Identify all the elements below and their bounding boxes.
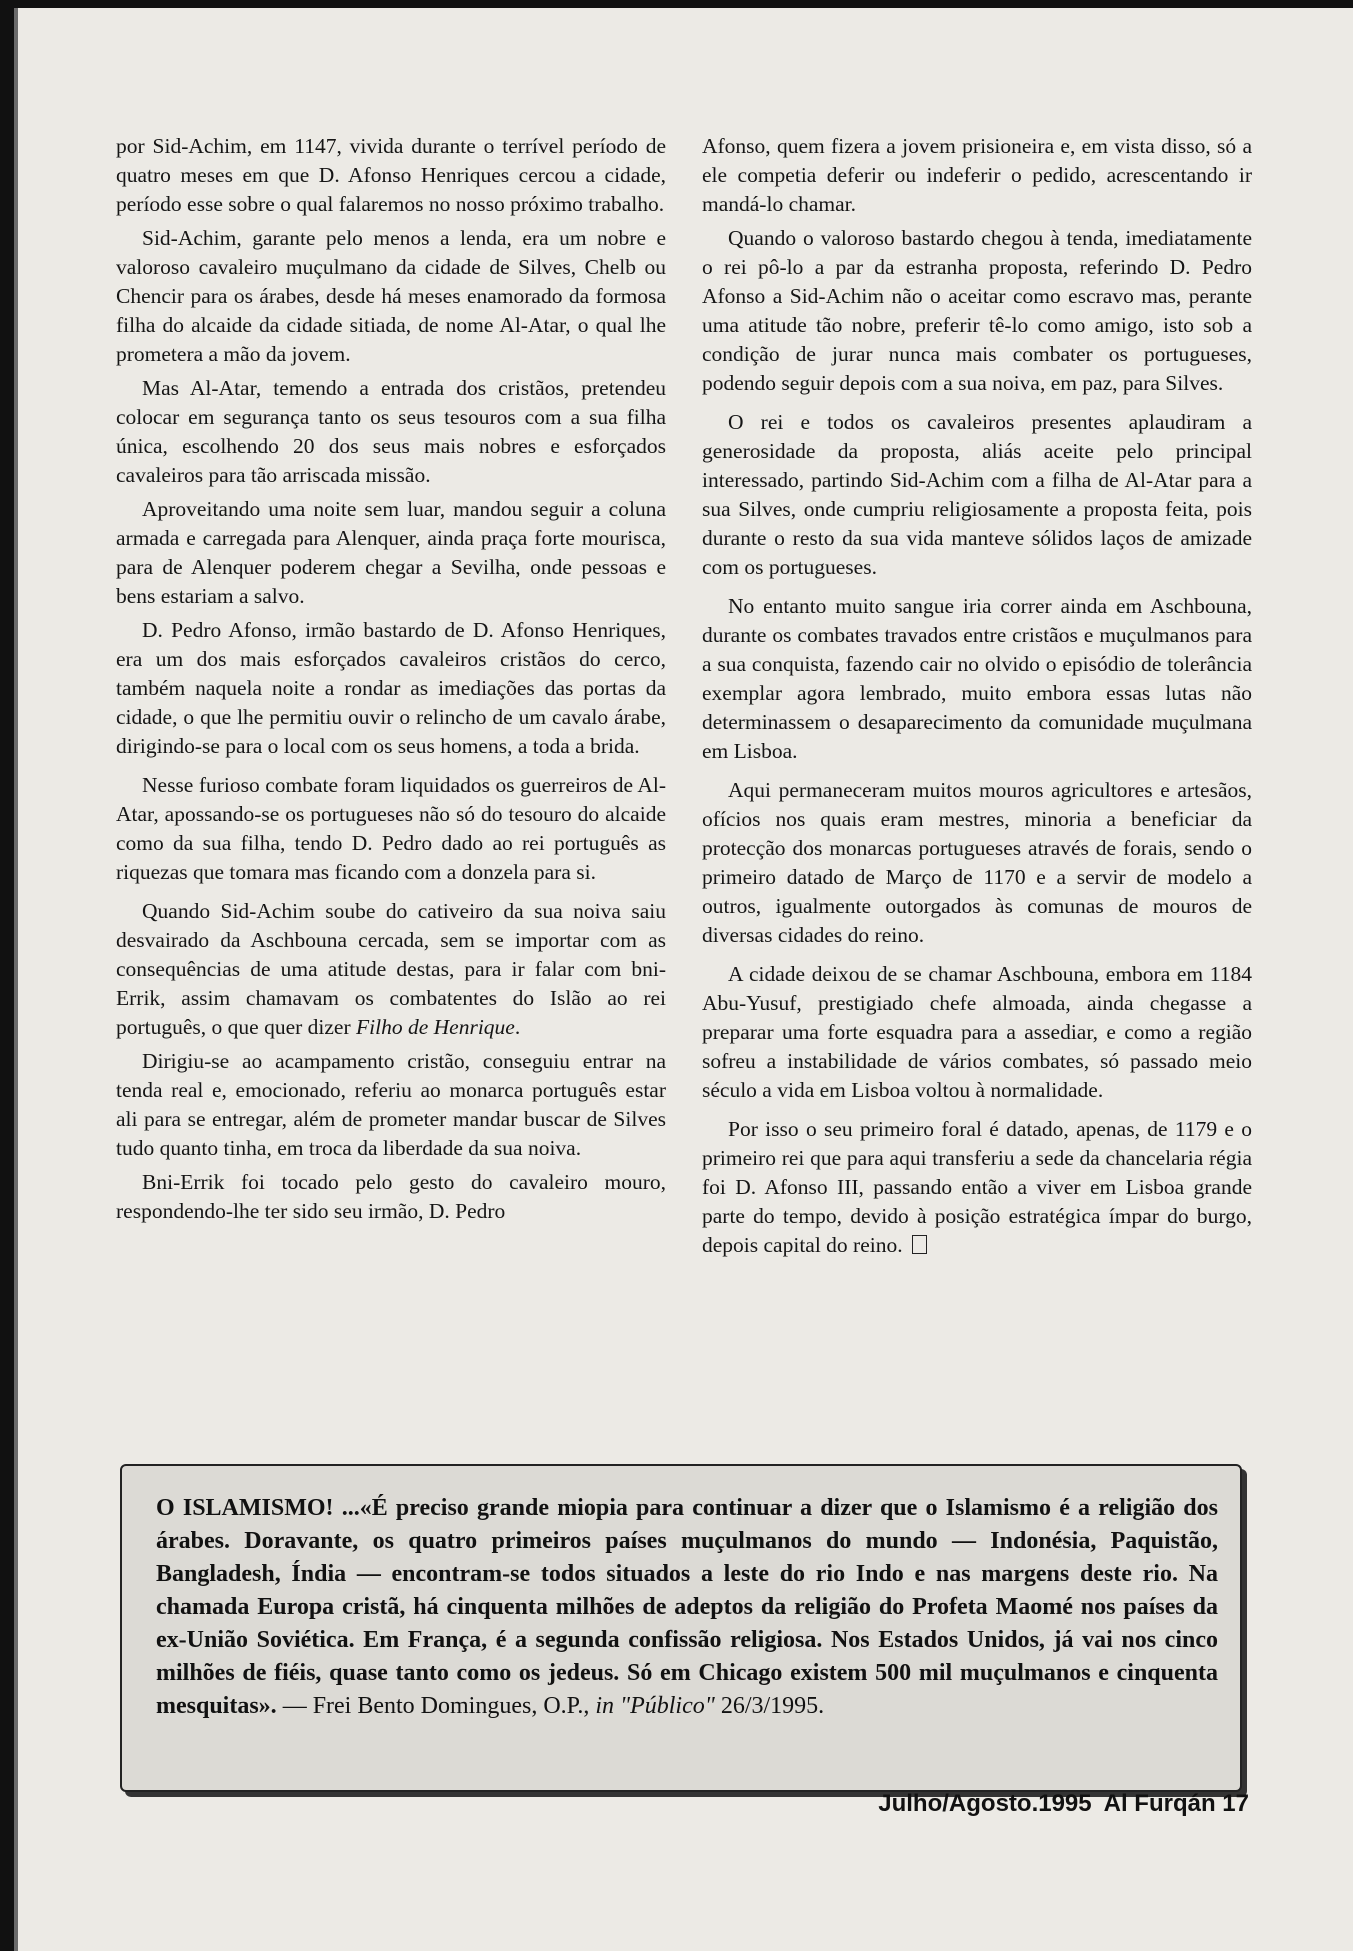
magazine-page	[14, 8, 1353, 1951]
paragraph: Bni-Errik foi tocado pelo gesto do cavaleiro mouro, respondendo-lhe ter sido seu irmão, D. Pedro	[116, 1170, 666, 1223]
quote-box	[120, 1464, 1242, 1792]
footer-magazine: Al Furqán	[1103, 1790, 1216, 1817]
paragraph: D. Pedro Afonso, irmão bastardo de D. Afonso Henriques, era um dos mais esforçados cavaleiros cristãos do cerco, também naquela noite a rondar as imediações das portas da cidade, o que lhe permitiu ouvir o relincho de um cavalo árabe, dirigindo-se para o local com os seus homens, a toda a brida.	[116, 618, 666, 758]
quote-source: in "Público"	[595, 1693, 715, 1719]
paragraph: Mas Al-Atar, temendo a entrada dos cristãos, pretendeu colocar em segurança tanto os seus tesouros com a sua filha única, escolhendo 20 dos seus mais nobres e esforçados cavaleiros para tão arriscada missão.	[116, 376, 666, 487]
paragraph: O rei e todos os cavaleiros presentes aplaudiram a generosidade da proposta, aliás aceite pelo principal interessado, partindo Sid-Achim com a filha de Al-Atar para a sua Silves, onde cumpriu religiosamente a proposta feita, pois durante o resto da sua vida manteve sólidos laços de amizade com os portugueses.	[702, 410, 1252, 579]
paragraph: Aqui permaneceram muitos mouros agricultores e artesãos, ofícios nos quais eram mestres, minoria a beneficiar da protecção dos monarcas portugueses através de forais, sendo o primeiro datado de Março de 1170 e a servir de modelo a outros, igualmente outorgados às comunas de mouros de diversas cidades do reino.	[702, 778, 1252, 947]
end-mark-icon	[912, 1235, 927, 1254]
paragraph: Quando Sid-Achim soube do cativeiro da sua noiva saiu desvairado da Aschbouna cercada, sem se importar com as consequências de uma atitude destas, para ir falar com bni-Errik, assim chamavam os combatentes do Islão ao rei português, o que quer dizer Filho de Henrique.	[116, 899, 666, 1039]
italic-phrase: Filho de Henrique	[356, 1015, 515, 1039]
paragraph-text: Quando Sid-Achim soube do cativeiro da sua noiva saiu desvairado da Aschbouna cercada, sem se importar com as consequências de uma atitude destas, para ir falar com bni-Errik, assim chamavam os combatentes do Islão ao rei português, o que quer dizer	[116, 899, 666, 1039]
quote-date: 26/3/1995.	[714, 1693, 825, 1719]
left-column	[116, 132, 666, 1231]
paragraph-text: Por isso o seu primeiro foral é datado, apenas, de 1179 e o primeiro rei que para aqui transferiu a sede da chancelaria régia foi D. Afonso III, passando então a viver em Lisboa grande parte do tempo, devido à posição estratégica ímpar do burgo, depois capital do reino.	[702, 1117, 1252, 1257]
paragraph: Dirigiu-se ao acampamento cristão, conseguiu entrar na tenda real e, emocionado, referiu ao monarca português estar ali para se entregar, além de prometer mandar buscar de Silves tudo quanto tinha, em troca da liberdade da sua noiva.	[116, 1049, 666, 1160]
paragraph: No entanto muito sangue iria correr ainda em Aschbouna, durante os combates travados entre cristãos e muçulmanos para a sua conquista, fazendo cair no olvido o episódio de tolerância exemplar agora lembrado, muito embora essas lutas não determinassem o desaparecimento da comunidade muçulmana em Lisboa.	[702, 594, 1252, 763]
paragraph: por Sid-Achim, em 1147, vivida durante o terrível período de quatro meses em que D. Afonso Henriques cercou a cidade, período esse sobre o qual falaremos no nosso próximo trabalho.	[116, 134, 666, 216]
page-footer	[866, 1790, 1249, 1818]
right-column	[702, 132, 1252, 1265]
paragraph	[702, 1115, 1252, 1260]
quote-text: O ISLAMISMO! ...«É preciso grande miopia para continuar a dizer que o Islamismo é a religião dos árabes. Doravante, os quatro primeiros países muçulmanos do mundo — Indonésia, Paquistão, Bangladesh, Índia — encontram-se todos situados a leste do rio Indo e nas margens deste rio. Na chamada Europa cristã, há cinquenta milhões de adeptos da religião do Profeta Maomé nos países da ex-União Soviética. Em França, é a segunda confissão religiosa. Nos Estados Unidos, já vai nos cinco milhões de fiéis, quase tanto como os jedeus. Só em Chicago existem 500 mil muçulmanos e cinquenta mesquitas».	[156, 1495, 1218, 1719]
paragraph: Nesse furioso combate foram liquidados os guerreiros de Al-Atar, apossando-se os portugueses não só do tesouro do alcaide como da sua filha, tendo D. Pedro dado ao rei português as riquezas que tomara mas ficando com a donzela para si.	[116, 773, 666, 884]
paragraph: Quando o valoroso bastardo chegou à tenda, imediatamente o rei pô-lo a par da estranha proposta, referindo D. Pedro Afonso a Sid-Achim não o aceitar como escravo mas, perante uma atitude tão nobre, preferir tê-lo como amigo, isto sob a condição de jurar nunca mais combater os portugueses, podendo seguir depois com a sua noiva, em paz, para Silves.	[702, 226, 1252, 395]
paragraph: A cidade deixou de se chamar Aschbouna, embora em 1184 Abu-Yusuf, prestigiado chefe almoada, ainda chegasse a preparar uma forte esquadra para a assediar, e como a região sofreu a instabilidade de vários combates, só passado meio século a vida em Lisboa voltou à normalidade.	[702, 962, 1252, 1102]
page-number: 17	[1222, 1790, 1249, 1817]
footer-issue: Julho/Agosto.1995	[878, 1790, 1092, 1817]
paragraph: Sid-Achim, garante pelo menos a lenda, era um nobre e valoroso cavaleiro muçulmano da cidade de Silves, Chelb ou Chencir para os árabes, desde há meses enamorado da formosa filha do alcaide da cidade sitiada, de nome Al-Atar, o qual lhe prometera a mão da jovem.	[116, 226, 666, 366]
paragraph: Aproveitando uma noite sem luar, mandou seguir a coluna armada e carregada para Alenquer, ainda praça forte mourisca, para de Alenquer poderem chegar a Sevilha, onde pessoas e bens estariam a salvo.	[116, 497, 666, 608]
quote-author: — Frei Bento Domingues, O.P.,	[276, 1693, 596, 1719]
paragraph: Afonso, quem fizera a jovem prisioneira e, em vista disso, só a ele competia deferir ou indeferir o pedido, acrescentando ir mandá-lo chamar.	[702, 134, 1252, 216]
